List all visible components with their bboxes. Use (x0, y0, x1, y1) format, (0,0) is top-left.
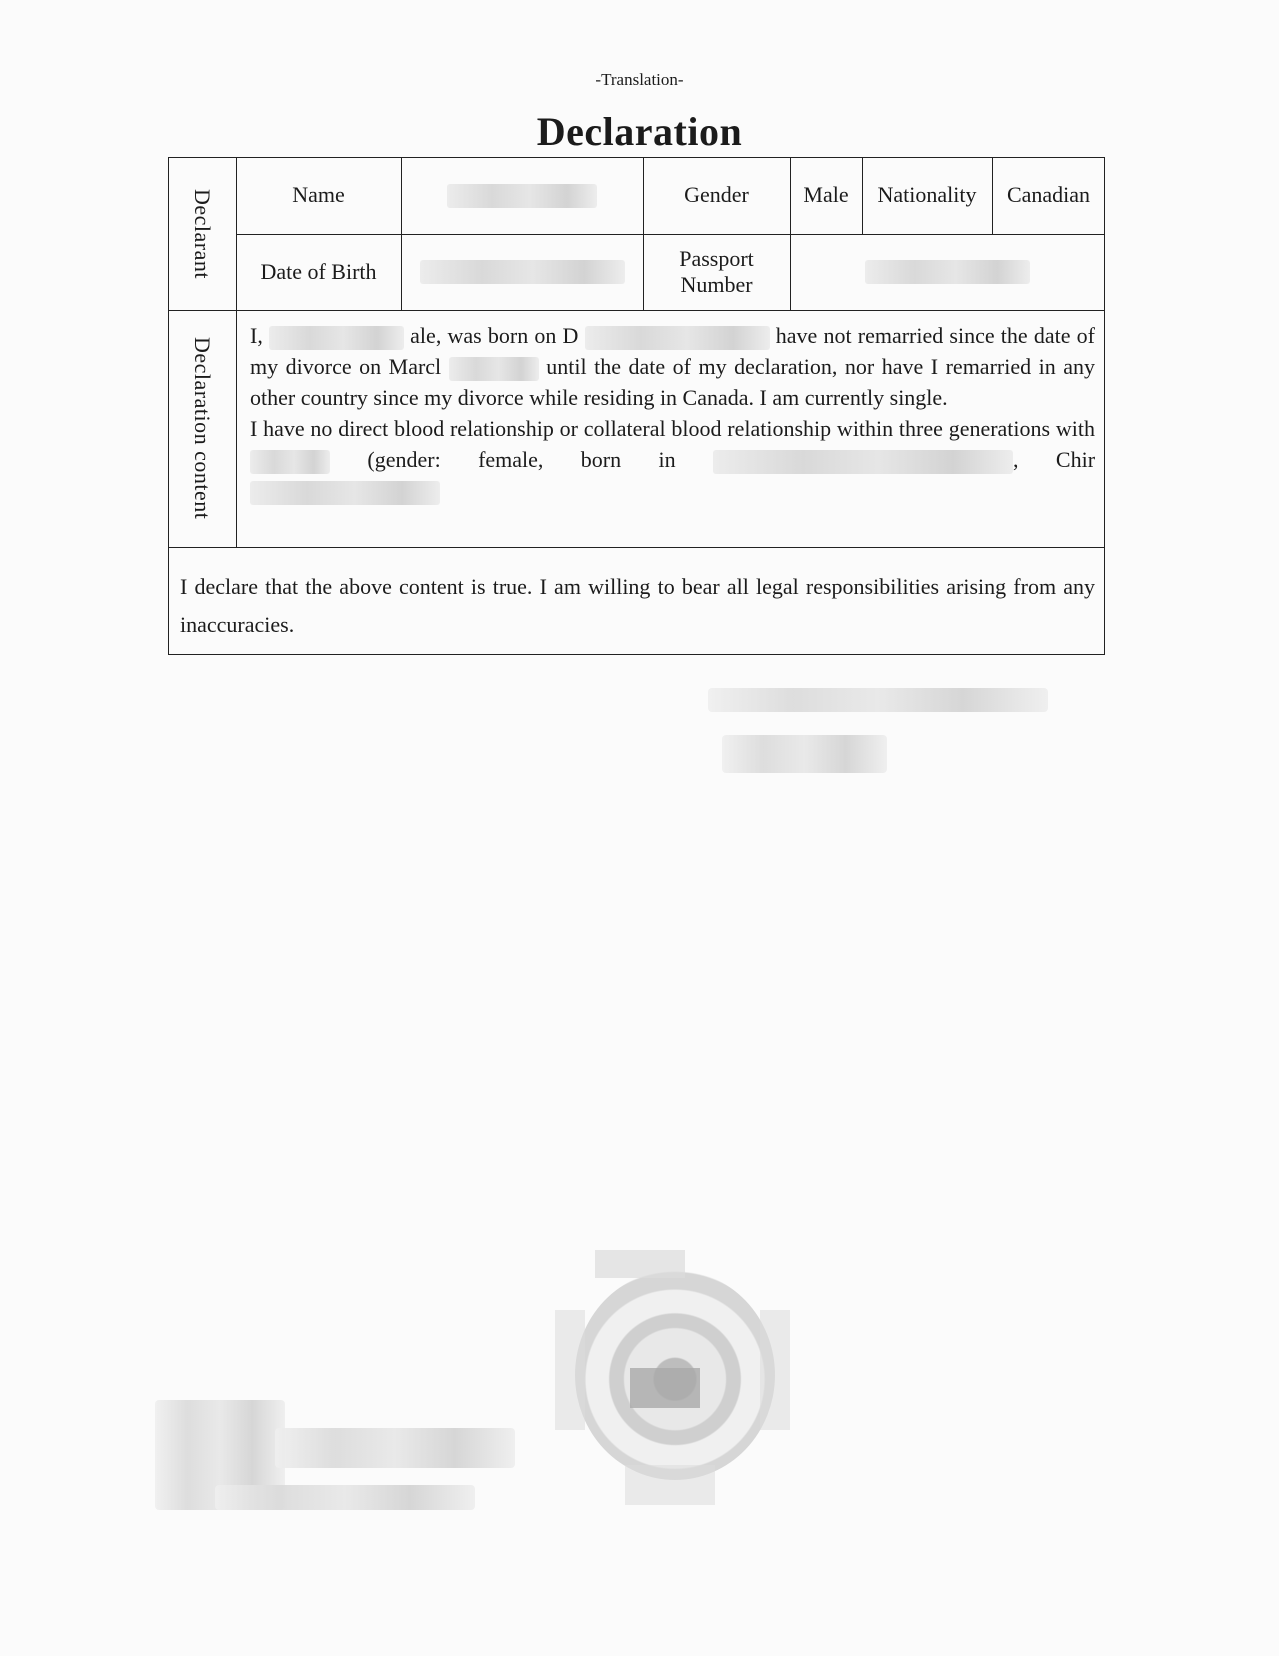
seal-fragment (625, 1465, 715, 1505)
nationality-value-cell (992, 157, 1105, 234)
passport-label-cell (643, 234, 790, 310)
content-text-fragment: have not remarried since the date of my divorce on Marcl (250, 323, 1095, 379)
passport-label: Passport Number (679, 245, 754, 297)
name-value-cell (401, 157, 643, 234)
redacted-text (713, 450, 1013, 474)
dob-label-cell (236, 234, 401, 310)
nationality-label: Nationality (877, 182, 977, 208)
name-label-cell (236, 157, 401, 234)
dob-value-cell (401, 234, 643, 310)
content-paragraph-2 (250, 413, 1095, 506)
redacted-seal (555, 1250, 800, 1505)
content-section-label-cell (168, 310, 236, 547)
declarant-section-label: Declarant (190, 188, 216, 279)
content-paragraph-1 (250, 320, 1095, 413)
nationality-value: Canadian (1006, 182, 1091, 208)
row-divider-3 (168, 547, 1105, 548)
redacted-dob (420, 260, 625, 284)
redacted-text (449, 357, 539, 381)
content-text-fragment: Chir (1055, 447, 1096, 472)
closing-statement: I declare that the above content is true. I am willing to bear all legal responsibilities arising from any inaccuracies. (180, 574, 1095, 637)
content-text-fragment: , (1013, 447, 1019, 472)
gender-label: Gender (684, 182, 749, 208)
content-section-label: Declaration content (190, 337, 216, 520)
nationality-label-cell (862, 157, 992, 234)
redacted-signature (155, 1400, 535, 1510)
signature-fragment (215, 1485, 475, 1510)
translation-label: -Translation- (595, 70, 684, 89)
document-title: Declaration (536, 109, 743, 154)
seal-center (630, 1368, 700, 1408)
name-label: Name (292, 182, 345, 208)
seal-fragment (760, 1310, 790, 1430)
seal-fragment (595, 1250, 685, 1278)
declarant-section-label-cell (168, 157, 236, 310)
declaration-content (250, 320, 1095, 506)
row-divider-2 (168, 310, 1105, 311)
passport-value-cell (790, 234, 1105, 310)
redacted-declarant-signature-line (708, 688, 1048, 712)
redacted-text (250, 481, 440, 505)
redacted-date-line (722, 735, 887, 773)
redacted-text (585, 326, 770, 350)
redacted-name (447, 184, 597, 208)
content-text-fragment: I, (250, 323, 263, 348)
seal-fragment (555, 1310, 585, 1430)
content-text-fragment: until the date of my declaration, nor have I remarried in any other country since my divorce while residing in Canada. I am currently single. (250, 354, 1096, 410)
content-text-fragment: I have no direct blood relationship or collateral blood relationship within three generations with (250, 416, 1095, 441)
redacted-text (269, 326, 404, 350)
gender-label-cell (643, 157, 790, 234)
signature-fragment (275, 1428, 515, 1468)
redacted-passport (865, 260, 1030, 284)
gender-value: Male (803, 182, 849, 208)
gender-value-cell (790, 157, 862, 234)
redacted-text (250, 450, 330, 474)
content-text-fragment: ale, was born on D (410, 323, 579, 348)
content-text-fragment: (gender: female, born in (367, 447, 676, 472)
dob-label: Date of Birth (260, 258, 377, 284)
